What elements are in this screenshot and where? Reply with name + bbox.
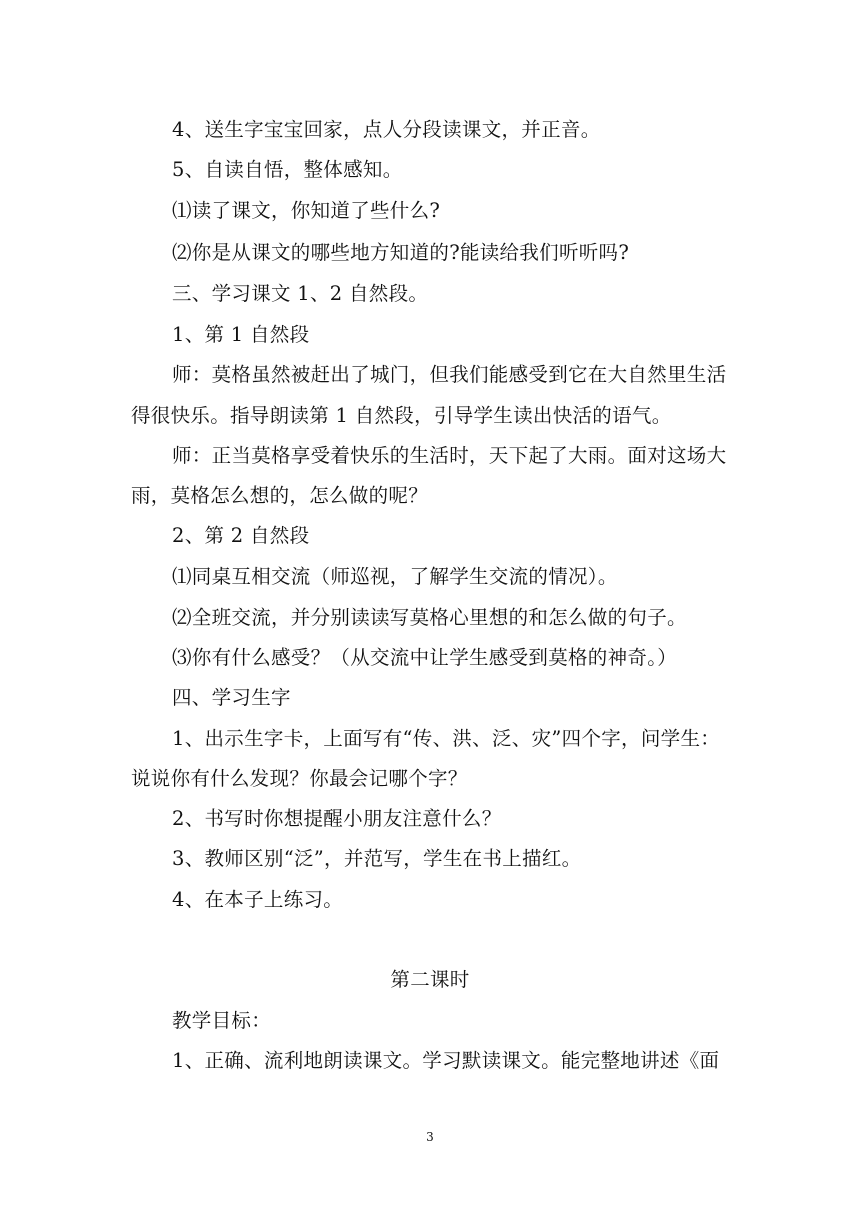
text-line: 3、教师区别“泛”，并范写，学生在书上描红。: [172, 847, 582, 870]
text-line: 4、送生字宝宝回家，点人分段读课文，并正音。: [172, 118, 601, 141]
text-line: 2、第 2 自然段: [172, 524, 310, 547]
text-line: ⑵全班交流，并分别读读写莫格心里想的和怎么做的句子。: [172, 606, 687, 629]
text-line: 雨，莫格怎么想的，怎么做的呢？: [131, 484, 429, 507]
text-line: 1、正确、流利地朗读课文。学习默读课文。能完整地讲述《面: [172, 1049, 720, 1072]
text-line: 5、自读自悟，整体感知。: [172, 158, 403, 181]
text-line: 2、书写时你想提醒小朋友注意什么？: [172, 807, 502, 830]
text-line: 1、出示生字卡，上面写有“传、洪、泛、灾”四个字，问学生：: [172, 727, 721, 750]
text-line: 1、第 1 自然段: [172, 323, 310, 346]
section-heading: 四、学习生字: [172, 686, 291, 709]
page-number: 3: [426, 1130, 434, 1144]
text-line: 师：莫格虽然被赶出了城门，但我们能感受到它在大自然里生活: [172, 363, 727, 386]
text-line: 说说你有什么发现？你最会记哪个字？: [131, 767, 468, 790]
section-heading: 三、学习课文 1、2 自然段。: [172, 282, 429, 305]
text-line: 师：正当莫格享受着快乐的生活时，天下起了大雨。面对这场大: [172, 444, 727, 467]
lesson-title: 第二课时: [390, 968, 470, 991]
text-line: ⑵你是从课文的哪些地方知道的?能读给我们听听吗?: [172, 241, 630, 264]
section-heading: 教学目标：: [172, 1009, 272, 1032]
text-line: 得很快乐。指导朗读第 1 自然段，引导学生读出快活的语气。: [131, 404, 672, 427]
text-line: ⑴读了课文，你知道了些什么?: [172, 199, 441, 222]
text-line: 4、在本子上练习。: [172, 888, 344, 911]
text-line: ⑶你有什么感受？（从交流中让学生感受到莫格的神奇。）: [172, 646, 678, 669]
text-line: ⑴同桌互相交流（师巡视，了解学生交流的情况）。: [172, 565, 618, 588]
